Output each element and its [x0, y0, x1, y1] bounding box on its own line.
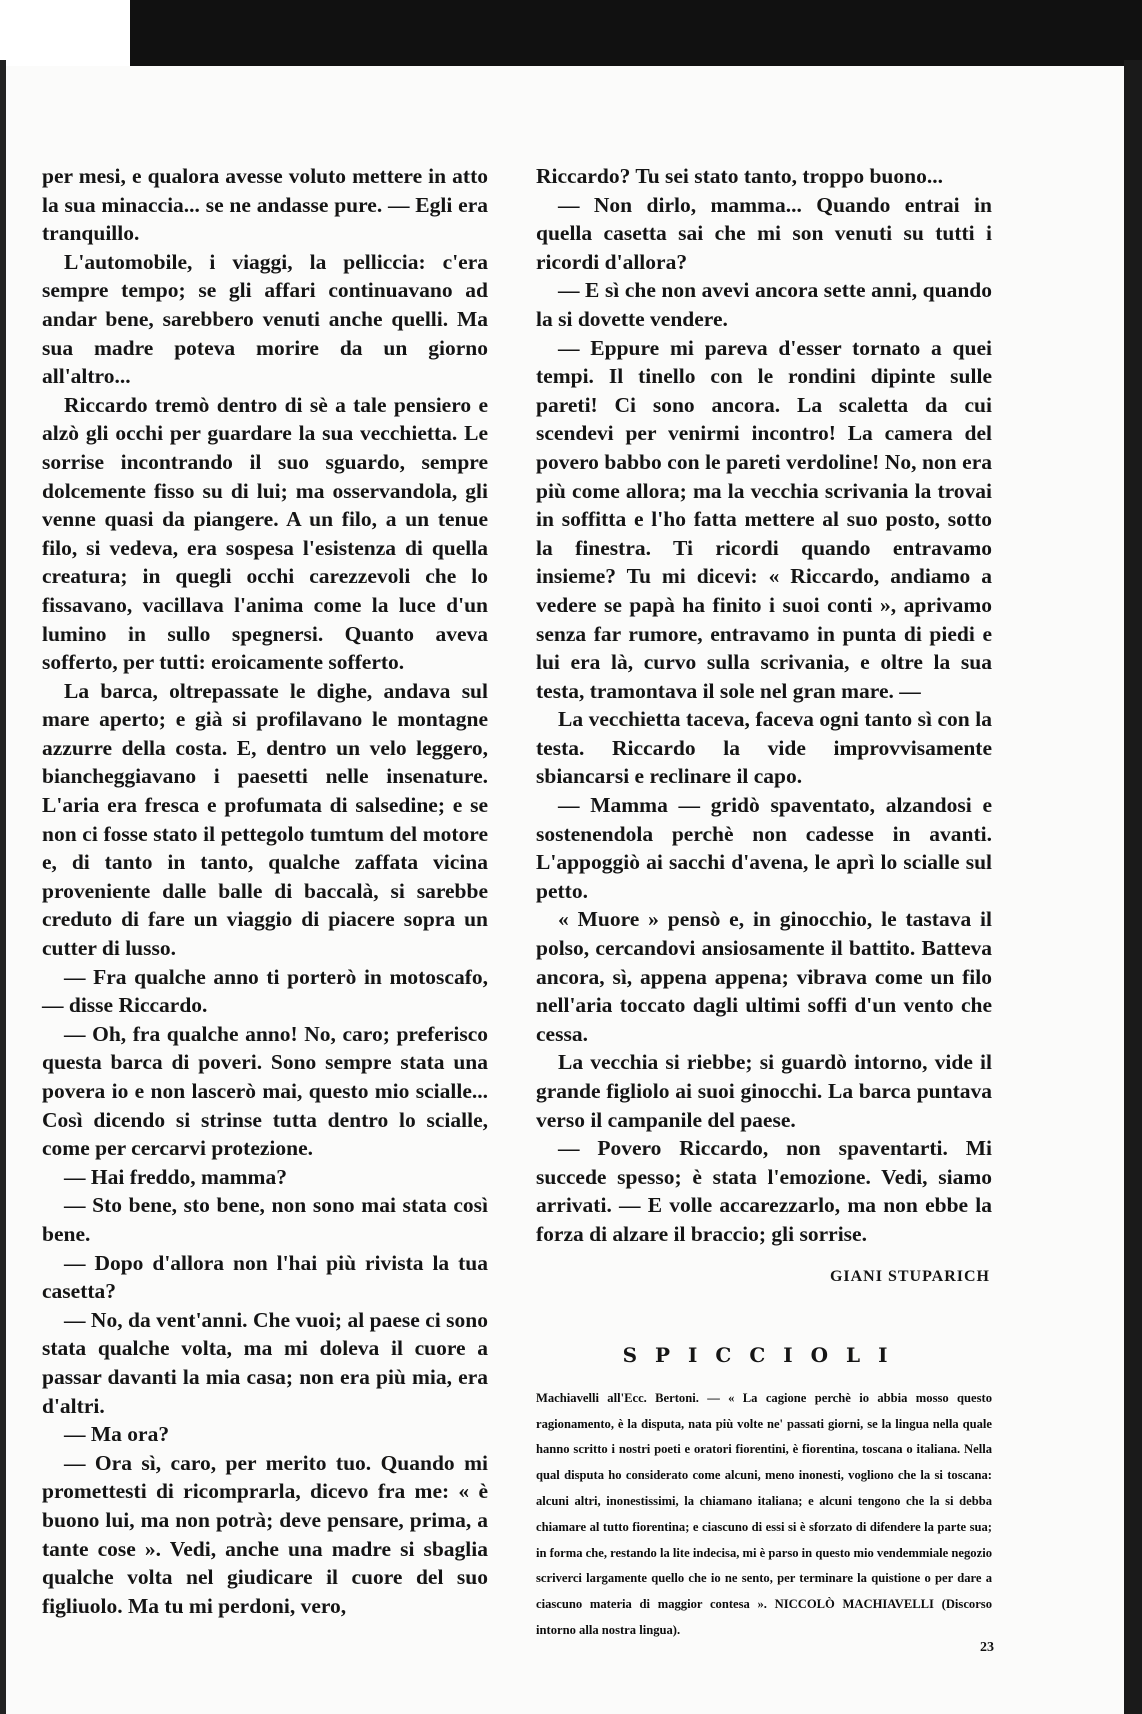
magazine-page	[6, 66, 1124, 1714]
dialogue-line: — Fra qualche anno ti porterò in motoscafo, — disse Riccardo.	[42, 964, 488, 1018]
paragraph: La vecchia si riebbe; si guardò intorno, vide il grande figliolo ai suoi ginocchi. La barca puntava verso il campanile del paese.	[536, 1050, 992, 1132]
snippet-body: — « La cagione perchè io abbia mosso questo ragionamento, è la disputa, nata più volte ne' passati giorni, se la lingua nella quale hanno scritto i nostri poeti e oratori fiorentini, è fiorentina, toscana o italiana. Nella qual disputa ho considerato come alcuni, meno inonesti, vogliono che la si toscana: alcuni altri, inonestissimi, la chiamano italiana; e alcuni tengono che la si debba chiamare al tutto fiorentina; e ciascuno di essi si è sforzato di difendere la parte sua; in forma che, restando la lite indecisa, mi è parso in questo mio vendemmiale negozio scriverci largamente quello che io ne sento, per terminare la quistione o per dare a ciascuno materia di maggior contesa ». NICCOLÒ MACHIAVELLI (Discorso intorno alla nostra lingua).	[536, 1390, 992, 1637]
spiccioli-snippet	[536, 1386, 992, 1644]
dialogue-line: — Eppure mi pareva d'esser tornato a quei tempi. Il tinello con le rondini dipinte sulle pareti! Ci sono ancora. La scaletta da cui scendevi per venirmi incontro! La camera del povero babbo con le pareti verdoline! No, non era più come allora; ma la vecchia scrivania la trovai in soffitta e l'ho fatta mettere al suo posto, sotto la finestra. Ti ricordi quando entravamo insieme? Tu mi dicevi: « Riccardo, andiamo a vedere se papà ha finito i suoi conti », aprivamo senza far rumore, entravamo in punta di piedi e lui era là, curvo sulla scrivania, e oltre la sua testa, tramontava il sole nel gran mare. —	[536, 335, 992, 703]
dialogue-line: — Povero Riccardo, non spaventarti. Mi succede spesso; è stata l'emozione. Vedi, siamo arrivati. — E volle accarezzarlo, ma non ebbe la forza di alzare il braccio; gli sorrise.	[536, 1136, 992, 1246]
paragraph: La vecchietta taceva, faceva ogni tanto sì con la testa. Riccardo la vide improvvisamente sbiancarsi e reclinare il capo.	[536, 707, 992, 789]
dialogue-line: — Sto bene, sto bene, non sono mai stata così bene.	[42, 1193, 488, 1246]
author-signature: GIANI STUPARICH	[829, 1267, 990, 1285]
dialogue-line: — Ora sì, caro, per merito tuo. Quando mi promettesti di ricomprarla, dicevo fra me: « è buono lui, ma non potrà; deve pensare, prima, a tante cose ». Vedi, anche una madre si sbaglia qualche volta nel giudicare il cuore del suo figliuolo. Ma tu mi perdoni, vero,	[42, 1450, 488, 1618]
paragraph: Riccardo? Tu sei stato tanto, troppo buono...	[536, 164, 943, 188]
paragraph: Riccardo tremò dentro di sè a tale pensiero e alzò gli occhi per guardare la sua vecchietta. Le sorrise incontrando il suo sguardo, sempre dolcemente fisso su di lui; ma osservandola, gli venne quasi da piangere. A un filo, a un tenue filo, si vedeva, era sospesa l'esistenza di quella creatura; in quegli occhi carezzevoli che lo fissavano, vacillava l'anima come la luce d'un lumino in sullo spegnersi. Quanto aveva sofferto, per tutti: eroicamente sofferto.	[42, 392, 488, 675]
paragraph: « Muore » pensò e, in ginocchio, le tastava il polso, cercandovi ansiosamente il battito. Batteva ancora, sì, appena appena; vibrava come un filo nell'aria toccato dagli ultimi soffi d'un vento che cessa.	[536, 907, 992, 1046]
paragraph: per mesi, e qualora avesse voluto mettere in atto la sua minaccia... se ne andasse pure. — Egli era tranquillo.	[42, 164, 488, 246]
dialogue-line: — E sì che non avevi ancora sette anni, quando la si dovette vendere.	[536, 278, 992, 331]
dialogue-line: — Mamma — gridò spaventato, alzandosi e sostenendola perchè non cadesse in avanti. L'appoggiò ai sacchi d'avena, le aprì lo scialle sul petto.	[536, 793, 992, 903]
dialogue-line: — Ma ora?	[64, 1422, 170, 1447]
dialogue-line: — Hai freddo, mamma?	[64, 1164, 287, 1189]
scan-border-top	[130, 0, 1142, 68]
left-column	[42, 162, 488, 1620]
paragraph: L'automobile, i viaggi, la pelliccia: c'era sempre tempo; se gli affari continuavano ad andar bene, sarebbero venuti anche quelli. Ma sua madre poteva morire da un giorno all'altro...	[42, 249, 488, 389]
right-column	[536, 162, 992, 1644]
dialogue-line: — Dopo d'allora non l'hai più rivista la tua casetta?	[42, 1250, 488, 1304]
page-number: 23	[980, 1640, 994, 1655]
dialogue-line: — No, da vent'anni. Che vuoi; al paese ci sono stata qualche volta, ma mi doleva il cuore a passar davanti la mia casa; non era più mia, era d'altri.	[42, 1307, 488, 1418]
section-title: SPICCIOLI	[622, 1343, 906, 1368]
snippet-lead: Machiavelli all'Ecc. Bertoni.	[536, 1390, 699, 1405]
paragraph: La barca, oltrepassate le dighe, andava sul mare aperto; e già si profilavano le montagne azzurre della costa. E, dentro un velo leggero, biancheggiavano i paesetti nelle insenature. L'aria era fresca e profumata di salsedine; e se non ci fosse stato il pettegolo tumtum del motore e, di tanto in tanto, qualche zaffata vicina proveniente dalle balle di baccalà, si sarebbe creduto di fare un viaggio di piacere sopra un cutter di lusso.	[42, 678, 488, 961]
dialogue-line: — Non dirlo, mamma... Quando entrai in quella casetta sai che mi son venuti su tutti i ricordi d'allora?	[536, 192, 992, 274]
scan-border-right	[1124, 60, 1142, 1714]
dialogue-line: — Oh, fra qualche anno! No, caro; preferisco questa barca di poveri. Sono sempre stata una povera io e non lascerò mai, questo mio scialle... Così dicendo si strinse tutta dentro lo scialle, come per cercarvi protezione.	[42, 1021, 488, 1161]
